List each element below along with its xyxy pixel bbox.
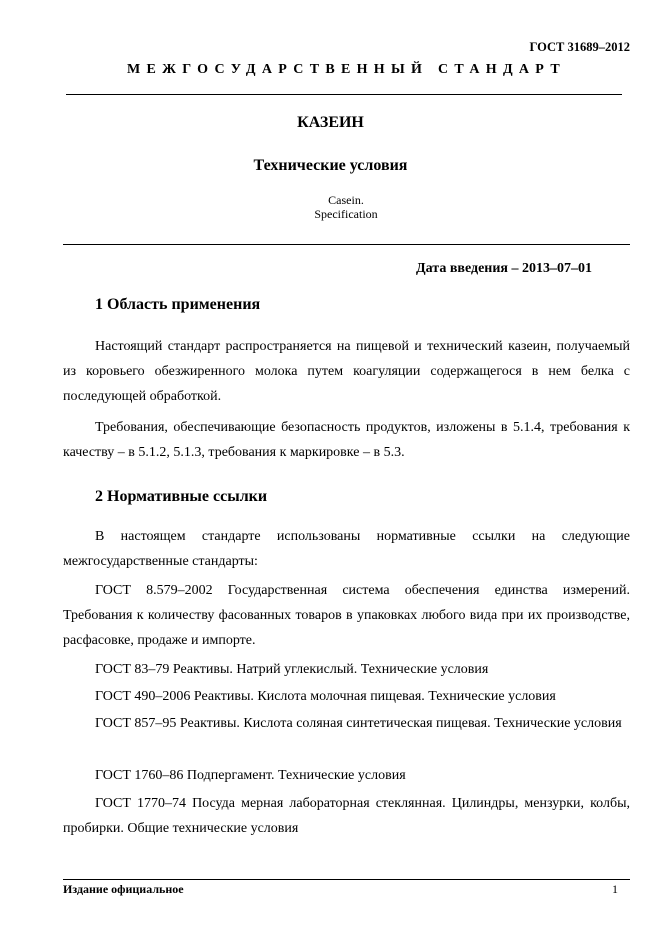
references-intro: В настоящем стандарте использованы нормативные ссылки на следующие межгосударственные стандарты: xyxy=(63,529,630,569)
reference-item: ГОСТ 1760–86 Подпергамент. Технические условия xyxy=(95,768,406,783)
page-number: 1 xyxy=(612,882,618,896)
english-title: Casein. xyxy=(328,193,364,207)
section-heading-scope: 1 Область применения xyxy=(95,296,261,313)
official-edition-label: Издание официальное xyxy=(63,882,184,896)
reference-item: ГОСТ 1770–74 Посуда мерная лабораторная стеклянная. Цилиндры, мензурки, колбы, пробирки. Общие технические условия xyxy=(63,796,630,836)
header-divider xyxy=(66,94,622,95)
footer-divider xyxy=(63,879,630,880)
reference-item: ГОСТ 8.579–2002 Государственная система обеспечения единства измерений. Требования к количеству фасованных товаров в упаковках любого вида при их производстве, расфасовке, продаже и импорте. xyxy=(63,583,630,648)
title-divider xyxy=(63,244,630,245)
english-subtitle: Specification xyxy=(314,207,378,221)
document-subtitle: Технические условия xyxy=(253,157,408,174)
document-title: КАЗЕИН xyxy=(297,114,364,131)
section-heading-references: 2 Нормативные ссылки xyxy=(95,488,268,505)
reference-item: ГОСТ 83–79 Реактивы. Натрий углекислый. Технические условия xyxy=(95,662,489,677)
document-code: ГОСТ 31689–2012 xyxy=(529,40,630,54)
reference-item: ГОСТ 857–95 Реактивы. Кислота соляная синтетическая пищевая. Технические условия xyxy=(95,716,622,731)
introduction-date: Дата введения – 2013–07–01 xyxy=(416,261,592,276)
reference-item: ГОСТ 490–2006 Реактивы. Кислота молочная пищевая. Технические условия xyxy=(95,689,556,704)
standard-banner: МЕЖГОСУДАРСТВЕННЫЙ СТАНДАРТ xyxy=(127,62,566,77)
scope-requirements-paragraph: Требования, обеспечивающие безопасность продуктов, изложены в 5.1.4, требования к качеству – в 5.1.2, 5.1.3, требования к маркировке – в 5.3. xyxy=(63,420,630,460)
scope-paragraph: Настоящий стандарт распространяется на пищевой и технический казеин, получаемый из коровьего обезжиренного молока путем коагуляции содержащегося в нем белка с последующей обработкой. xyxy=(63,339,630,404)
